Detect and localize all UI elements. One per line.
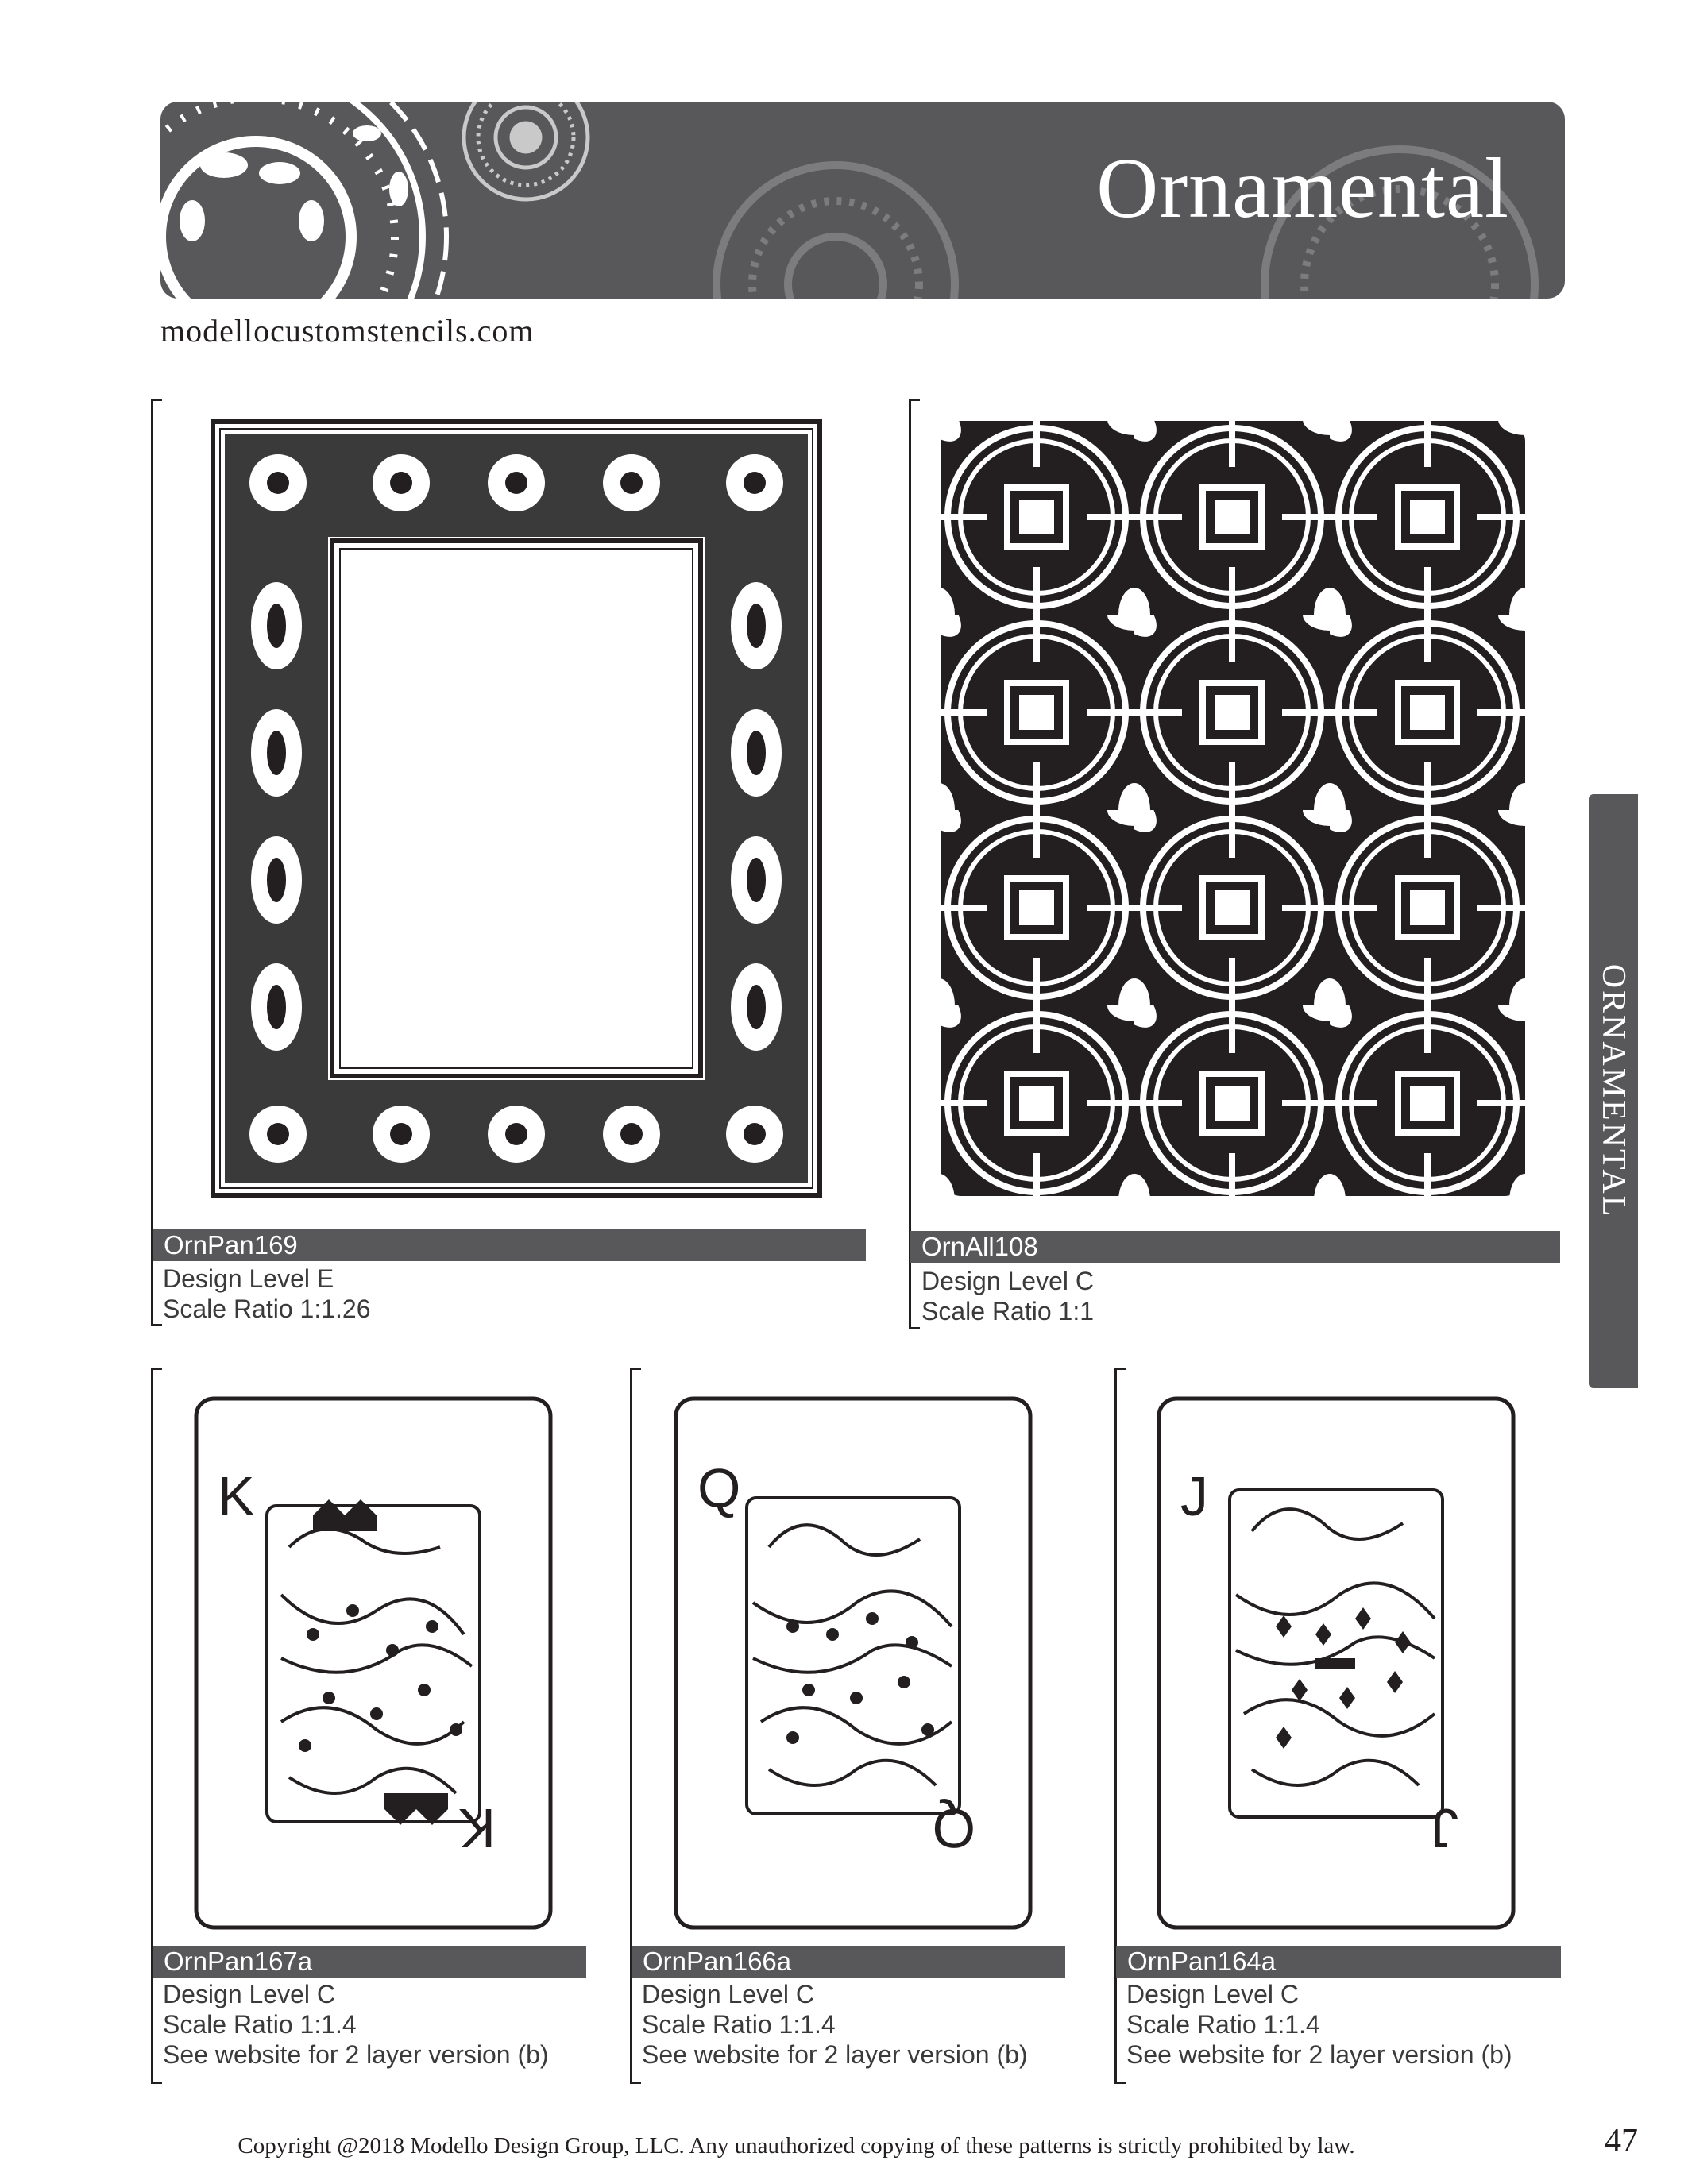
website-url[interactable]: modellocustomstencils.com [160, 313, 535, 349]
card-letter-inverted: J [1431, 1797, 1458, 1859]
card-letter: K [218, 1465, 255, 1527]
product-code-bar [632, 1946, 1065, 1978]
card-letter-inverted: K [458, 1797, 496, 1859]
design-level: Design Level C [642, 1980, 814, 2008]
section-tab[interactable] [1589, 794, 1638, 1388]
product-code[interactable]: OrnPan169 [164, 1230, 298, 1260]
layer-note: See website for 2 layer version (b) [1126, 2040, 1512, 2069]
product-code[interactable]: OrnPan166a [643, 1947, 792, 1976]
page-number: 47 [1605, 2123, 1638, 2159]
stencil-image-ornpan164a[interactable] [1157, 1396, 1516, 1930]
product-caption [921, 1266, 1094, 1326]
product-caption [1126, 1979, 1512, 2070]
scale-ratio: Scale Ratio 1:1 [921, 1297, 1095, 1325]
card-letter: Q [697, 1457, 741, 1519]
product-caption [642, 1979, 1028, 2070]
card-letter-inverted: Q [932, 1797, 975, 1859]
product-code-bar [1116, 1946, 1561, 1978]
layer-note: See website for 2 layer version (b) [163, 2040, 549, 2069]
design-level: Design Level E [163, 1264, 334, 1293]
layer-note: See website for 2 layer version (b) [642, 2040, 1028, 2069]
header-banner [160, 102, 1565, 299]
product-code-bar [153, 1229, 866, 1261]
product-code[interactable]: OrnPan164a [1127, 1947, 1277, 1976]
stencil-image-ornpan167a[interactable] [194, 1396, 553, 1930]
stencil-image-ornpan166a[interactable] [674, 1396, 1033, 1930]
product-code-bar [910, 1231, 1560, 1263]
copyright-notice: Copyright @2018 Modello Design Group, LLC. Any unauthorized copying of these patterns is strictly prohibited by law. [238, 2133, 1355, 2159]
card-letter: J [1180, 1465, 1208, 1527]
product-code[interactable]: OrnPan167a [164, 1947, 313, 1976]
product-caption [163, 1264, 371, 1324]
design-level: Design Level C [163, 1980, 335, 2008]
page-title: Ornamental [1096, 141, 1509, 236]
stencil-image-ornall108[interactable] [939, 419, 1527, 1198]
scale-ratio: Scale Ratio 1:1.26 [163, 1295, 371, 1323]
section-tab-label: ORNAMENTAL [1595, 963, 1632, 1219]
stencil-image-ornpan169[interactable] [211, 419, 822, 1198]
product-caption [163, 1979, 549, 2070]
scale-ratio: Scale Ratio 1:1.4 [642, 2010, 836, 2039]
scale-ratio: Scale Ratio 1:1.4 [1126, 2010, 1320, 2039]
design-level: Design Level C [921, 1267, 1094, 1295]
design-level: Design Level C [1126, 1980, 1299, 2008]
scale-ratio: Scale Ratio 1:1.4 [163, 2010, 357, 2039]
product-code-bar [153, 1946, 586, 1978]
product-code[interactable]: OrnAll108 [921, 1232, 1038, 1261]
